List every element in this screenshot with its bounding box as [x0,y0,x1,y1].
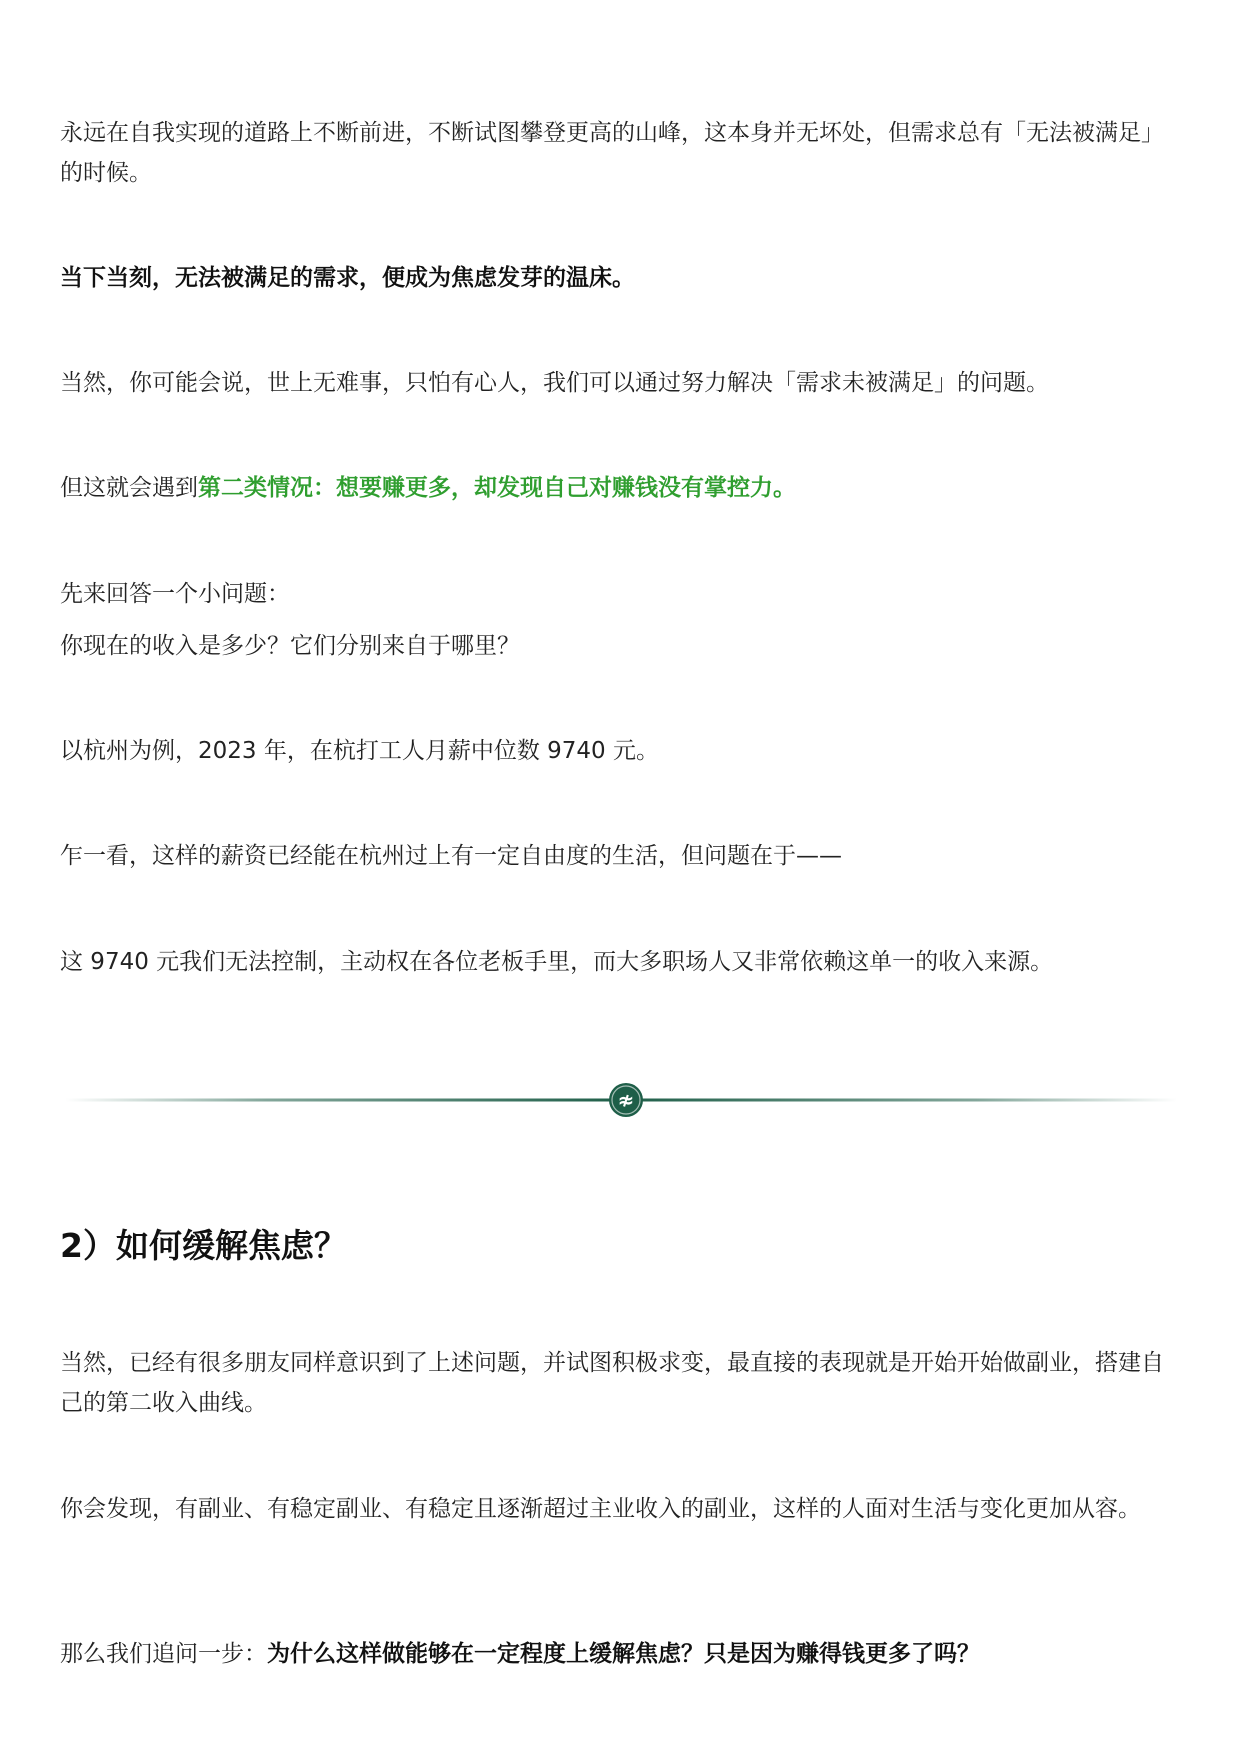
divider-graphic [65,1082,1177,1118]
paragraph-self-actualization: 永远在自我实现的道路上不断前进，不断试图攀登更高的山峰，这本身并无坏处，但需求总有「无法被满足」的时候。 [60,120,1164,186]
paragraph-follow-up-bold: 为什么这样做能够在一定程度上缓解焦虑？只是因为赚得钱更多了吗？ [267,1641,980,1667]
paragraph-second-case [60,468,1180,508]
paragraph-question: 你现在的收入是多少？它们分别来自于哪里？ [60,633,520,659]
logo-icon [609,1083,643,1117]
paragraph-more-composed: 你会发现，有副业、有稳定副业、有稳定且逐渐超过主业收入的副业，这样的人面对生活与变化更加从容。 [60,1496,1141,1522]
paragraph-second-case-prefix: 但这就会遇到 [60,475,198,501]
svg-text:≉: ≉ [617,1088,635,1112]
section-divider [65,1082,1177,1118]
section-heading: 2）如何缓解焦虑？ [60,1226,347,1265]
paragraph-effort: 当然，你可能会说，世上无难事，只怕有心人，我们可以通过努力解决「需求未被满足」的问题。 [60,370,1049,396]
paragraph-follow-up [60,1634,1180,1674]
paragraph-unmet-needs: 当下当刻，无法被满足的需求，便成为焦虑发芽的温床。 [60,265,635,291]
paragraph-side-business: 当然，已经有很多朋友同样意识到了上述问题，并试图积极求变，最直接的表现就是开始开始做副业，搭建自己的第二收入曲线。 [60,1350,1164,1416]
paragraph-question-intro: 先来回答一个小问题： [60,581,290,607]
paragraph-follow-up-prefix: 那么我们追问一步： [60,1641,267,1667]
paragraph-second-case-highlight: 第二类情况：想要赚更多，却发现自己对赚钱没有掌控力。 [198,475,796,501]
paragraph-at-first-glance: 乍一看，这样的薪资已经能在杭州过上有一定自由度的生活，但问题在于—— [60,843,842,869]
paragraph-hangzhou-salary: 以杭州为例，2023 年，在杭打工人月薪中位数 9740 元。 [60,738,659,764]
paragraph-no-control: 这 9740 元我们无法控制，主动权在各位老板手里，而大多职场人又非常依赖这单一的收入来源。 [60,949,1054,975]
